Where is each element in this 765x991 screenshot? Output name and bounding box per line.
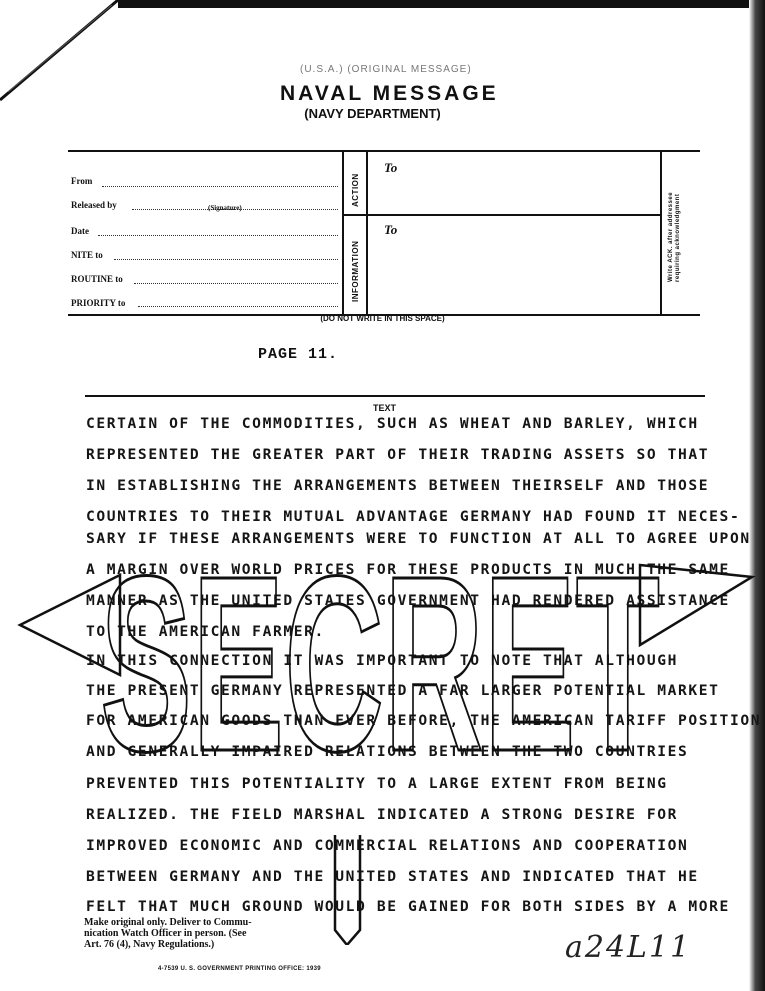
text-label: TEXT xyxy=(373,403,397,413)
action-label: ACTION xyxy=(351,173,360,207)
body-line: COUNTRIES TO THEIR MUTUAL ADVANTAGE GERMANY HAD FOUND IT NECES- xyxy=(86,508,741,525)
body-line: FELT THAT MUCH GROUND WOULD BE GAINED FOR BOTH SIDES BY A MORE xyxy=(86,898,730,915)
field-routine-to: ROUTINE to xyxy=(71,274,123,284)
body-line: TO THE AMERICAN FARMER. xyxy=(86,623,325,640)
body-line: THE PRESENT GERMANY REPRESENTED A FAR LARGER POTENTIAL MARKET xyxy=(86,682,720,699)
routing-form xyxy=(68,150,700,316)
form-title: NAVAL MESSAGE xyxy=(280,82,499,105)
body-line: BETWEEN GERMANY AND THE UNITED STATES AND INDICATED THAT HE xyxy=(86,868,699,885)
field-from: From xyxy=(71,176,93,186)
body-line: IMPROVED ECONOMIC AND COMMERCIAL RELATIONS AND COOPERATION xyxy=(86,837,689,854)
to-action: To xyxy=(384,160,398,175)
body-line: IN ESTABLISHING THE ARRANGEMENTS BETWEEN THEIRSELF AND THOSE xyxy=(86,477,710,494)
information-label: INFORMATION xyxy=(351,240,360,302)
page-number: PAGE 11. xyxy=(258,346,339,363)
secret-stamp-text: SECRET xyxy=(100,524,660,803)
body-line: MANNER AS THE UNITED STATES GOVERNMENT HAD RENDERED ASSISTANCE xyxy=(86,592,730,609)
header-stamp: (U.S.A.) (ORIGINAL MESSAGE) xyxy=(300,64,472,75)
do-not-write-note: (DO NOT WRITE IN THIS SPACE) xyxy=(320,314,445,323)
field-released-by: Released by xyxy=(71,200,117,210)
signature-hint: (Signature) xyxy=(208,204,242,212)
body-line: CERTAIN OF THE COMMODITIES, SUCH AS WHEAT AND BARLEY, WHICH xyxy=(86,415,699,432)
text-divider xyxy=(85,395,705,397)
handwritten-reference: a24L11 xyxy=(565,930,692,965)
print-line: 4-7539 U. S. GOVERNMENT PRINTING OFFICE: 1939 xyxy=(158,966,321,972)
body-line: PREVENTED THIS POTENTIALITY TO A LARGE EXTENT FROM BEING xyxy=(86,775,668,792)
folded-corner xyxy=(0,0,130,110)
body-line: FOR AMERICAN GOODS THAN EVER BEFORE, THE AMERICAN TARIFF POSITION xyxy=(86,712,762,729)
form-subtitle: (NAVY DEPARTMENT) xyxy=(304,106,441,121)
body-line: IN THIS CONNECTION IT WAS IMPORTANT TO NOTE THAT ALTHOUGH xyxy=(86,652,679,669)
field-nite-to: NITE to xyxy=(71,250,103,260)
ack-note: Write ACK. after addressee requiring acknowledgment xyxy=(668,191,681,282)
top-edge-shadow xyxy=(118,0,765,8)
body-line: REALIZED. THE FIELD MARSHAL INDICATED A STRONG DESIRE FOR xyxy=(86,806,679,823)
field-date: Date xyxy=(71,226,89,236)
to-information: To xyxy=(384,222,398,237)
secret-stamp xyxy=(0,505,765,945)
body-line: A MARGIN OVER WORLD PRICES FOR THESE PRODUCTS IN MUCH THE SAME xyxy=(86,561,730,578)
body-line: AND GENERALLY IMPAIRED RELATIONS BETWEEN THE TWO COUNTRIES xyxy=(86,743,689,760)
body-line: REPRESENTED THE GREATER PART OF THEIR TRADING ASSETS SO THAT xyxy=(86,446,710,463)
body-line: SARY IF THESE ARRANGEMENTS WERE TO FUNCTION AT ALL TO AGREE UPON xyxy=(86,530,751,547)
footer-instructions: Make original only. Deliver to Commu- nication Watch Officer in person. (See Art. 76 (4), Navy Regulations.) xyxy=(84,917,252,950)
field-priority-to: PRIORITY to xyxy=(71,298,126,308)
